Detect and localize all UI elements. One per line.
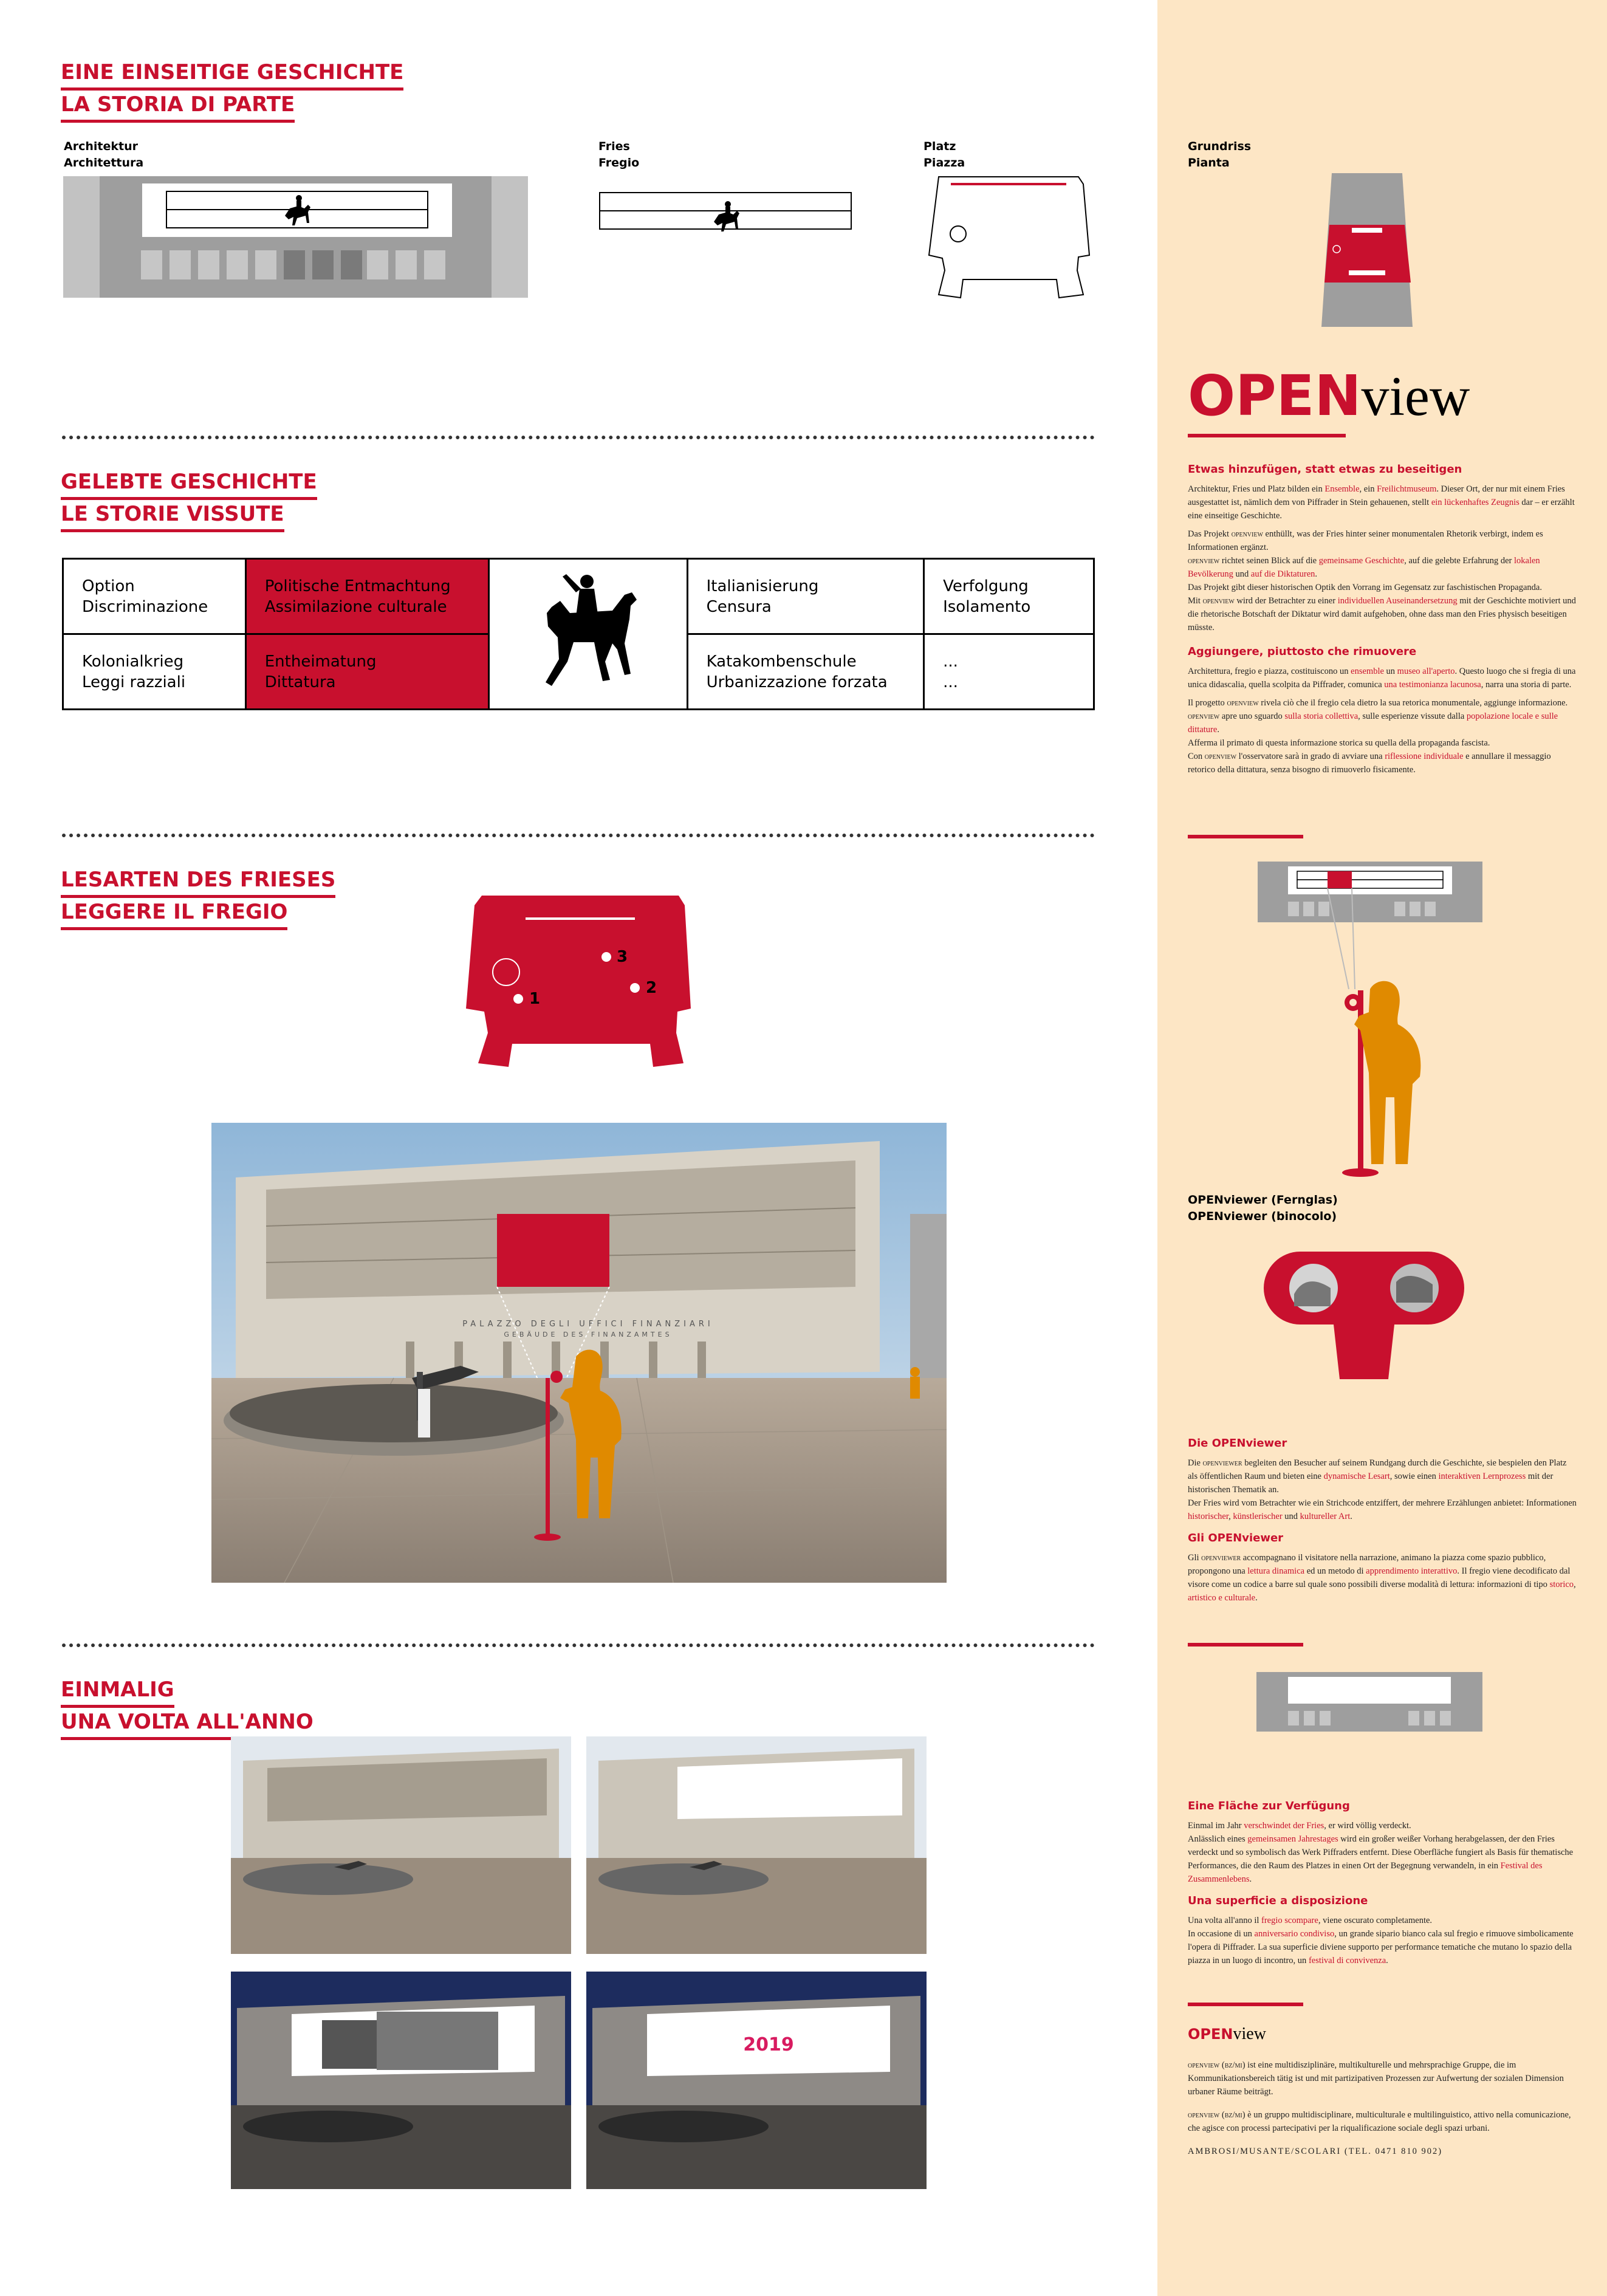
- intro-text: Etwas hinzufügen, statt etwas zu beseitigen Architektur, Fries und Platz bilden ein Ensemble, ein Freilichtmuseum. Dieser Ort, der nur mit einem Fries ausgestattet ist, nämlich dem von Piffrader in Stein gehauenen, stellt ein lückenhaftes Zeugnis dar – er erzählt eine einseitige Geschichte. Das Projekt openview enthüllt, was der Fries hinter seiner monumentalen Rhetorik verbirgt, indem es Informationen ergänzt. openview richtet seinen Blick auf die gemeinsame Geschichte, auf die gelebte Erfahrung der lokalen Bevölkerung und auf die Diktaturen. Das Projekt gibt dieser historischen Optik den Vorrang im Gegensatz zur faschistischen Propaganda. Mit openview wird der Betrachter zu einer individuellen Auseinandersetzung mit der Geschichte motiviert und die rhetorische Botschaft der Diktatur wird damit aufgehoben, ohne dass man den Fries physisch beseitigen müsste. Aggiungere, piuttosto che rimuovere Architettura, fregio e piazza, costituiscono un ensemble un museo all'aperto. Questo luogo che si fregia di una unica didascalia, quella scolpita da Piffrader, comunica una testimonianza lacunosa, narra una storia di parte. Il progetto openview rivela ciò che il fregio cela dietro la sua retorica monumentale, aggiunge informazione. openview apre uno sguardo sulla storia collettiva, sulle esperienze vissute dalla popolazione locale e sulle dittature. Afferma il primato di questa informazione storica su quella della propaganda fascista. Con openview l'osservatore sarà in grado di avviare una riflessione individuale e annullare il messaggio retorico della dittatura, senza bisogno di rimuoverlo fisicamente.: [1188, 463, 1576, 775]
- curtain-text: Eine Fläche zur Verfügung Einmal im Jahr verschwindet der Fries, er wird völlig verdeckt. Anlässlich eines gemeinsamen Jahrestages wird ein großer weißer Vorhang herabgelassen, der den Fries verdeckt und so symbolisch das Werk Piffraders entfernt. Diese Oberfläche fungiert als Basis für thematische Performances, die den Raum des Platzes in einen Ort der Begegnung verwandeln, in ein Festival des Zusammenlebens. Una superficie a disposizione Una volta all'anno il fregio scompare, viene oscurato completamente. In occasione di un anniversario condiviso, un grande sipario bianco cala sul fregio e rimuove simbolicamente l'opera di Piffrader. La sua superficie diviene supporto per performance tematiche che mutano lo spazio della piazza in un luogo di incontro, un festival di convivenza.: [1188, 1800, 1577, 1972]
- section-title-1: [61, 58, 403, 123]
- viewpoint-1: [513, 994, 523, 1004]
- piazza-photo-viewer: [211, 1123, 947, 1583]
- facade-curtain-diagram: [1256, 1672, 1482, 1732]
- facade-inscription: PALAZZO DEGLI UFFICI FINANZIARI: [462, 1320, 714, 1329]
- grid-cell: Italianisierung Censura: [687, 559, 924, 634]
- viewer-label: OPENviewer (Fernglas) OPENviewer (binocolo): [1188, 1193, 1338, 1223]
- label-fries: Fries Fregio: [598, 140, 640, 170]
- panel-heading: Etwas hinzufügen, statt etwas zu beseitigen: [1188, 463, 1462, 476]
- grid-cell: ... ...: [924, 634, 1094, 710]
- label-grundriss: Grundriss Pianta: [1188, 140, 1252, 170]
- section-title-it: UNA VOLTA ALL'ANNO: [61, 1708, 314, 1740]
- photo-night-projection: [231, 1972, 571, 2189]
- grid-cell: Option Discriminazione: [63, 559, 246, 634]
- contact-line: AMBROSI/MUSANTE/SCOLARI (TEL. 0471 810 902): [1188, 2147, 1443, 2156]
- section-title-de: GELEBTE GESCHICHTE: [61, 468, 317, 500]
- viewer-text: Die OPENviewer Die openviewer begleiten den Besucher auf seinem Rundgang durch die Geschichte, sie bespielen den Platz als öffentlichen Raum und bieten eine dynamische Lesart, sowie einen interaktiven Lernprozess mit der historischen Thematik an. Der Fries wird vom Betrachter wie ein Strichcode entziffert, der mehrere Erzählungen anbietet: Informationen historischer, künstlerischer und kultureller Art. Gli OPENviewer Gli openviewer accompagnano il visitatore nella narrazione, animano la piazza come spazio pubblico, propongono una lettura dinamica ed un metodo di apprendimento interattivo. Il fregio viene decodificato dal visore come un codice a barre sul quale sono possibili diverse modalità di lettura: informazioni di tipo storico, artistico e culturale.: [1188, 1437, 1577, 1603]
- viewpoint-label-2: 2: [646, 979, 657, 997]
- about-text: openview (bz/mi) ist eine multidisziplinäre, multikulturelle und mehrsprachige Gruppe, die im Kommunikationsbereich tätig ist und mit partizipativen Prozessen zur Aufwertung der sozialen Dimension urbaner Räume beiträgt. openview (bz/mi) è un gruppo multidisciplinare, multiculturale e multilinguistico, attivo nella comunicazione, che agisce con processi partecipativi per la riqualificazione sociale degli spazi urbani. AMBROSI/MUSANTE/SCOLARI (TEL. 0471 810 902): [1188, 2058, 1577, 2163]
- grid-cell: Verfolgung Isolamento: [924, 559, 1094, 634]
- label-platz: Platz Piazza: [923, 140, 965, 170]
- viewer-illustration: [1255, 862, 1485, 1184]
- panel-heading: Aggiungere, piuttosto che rimuovere: [1188, 645, 1417, 658]
- brand-logo: OPENview: [1188, 363, 1470, 428]
- viewpoint-label-1: 1: [529, 990, 541, 1008]
- footer-logo: OPENview: [1188, 2024, 1266, 2043]
- grid-cell-rider: [488, 559, 687, 710]
- brand-underline: [1188, 434, 1346, 437]
- divider: [62, 436, 1095, 439]
- grid-cell-highlighted: Politische Entmachtung Assimilazione culturale: [245, 559, 488, 634]
- architecture-diagram: [63, 176, 528, 298]
- festival-poster-year: 2019: [743, 2034, 794, 2055]
- section-title-4: [61, 1676, 314, 1740]
- piazza-outline: [920, 173, 1100, 304]
- viewpoint-label-3: 3: [617, 948, 628, 966]
- viewpoint-2: [630, 983, 640, 993]
- section-title-2: [61, 468, 317, 532]
- history-grid: [62, 558, 1095, 710]
- divider: [62, 834, 1095, 837]
- grid-cell: Kolonialkrieg Leggi razziali: [63, 634, 246, 710]
- grid-cell-highlighted: Entheimatung Dittatura: [245, 634, 488, 710]
- panel-rule: [1188, 835, 1303, 838]
- divider: [62, 1643, 1095, 1647]
- section-title-it: LA STORIA DI PARTE: [61, 91, 295, 123]
- section-title-de: EINE EINSEITIGE GESCHICHTE: [61, 58, 403, 91]
- frieze-diagram: [598, 191, 852, 231]
- section-title-de: EINMALIG: [61, 1676, 174, 1708]
- section-title-it: LE STORIE VISSUTE: [61, 500, 284, 532]
- floor-plan-icon: [1318, 170, 1416, 328]
- section-title-it: LEGGERE IL FREGIO: [61, 898, 287, 930]
- label-architektur: Architektur Architettura: [64, 140, 144, 170]
- piazza-plan-red: [453, 887, 708, 1069]
- photo-frieze-day: [231, 1736, 571, 1954]
- grid-cell: Katakombenschule Urbanizzazione forzata: [687, 634, 924, 710]
- facade-inscription-de: GEBÄUDE DES FINANZAMTES: [504, 1331, 673, 1338]
- panel-rule: [1188, 1643, 1303, 1647]
- section-title-3: [61, 866, 335, 930]
- equestrian-statue-icon: [533, 571, 643, 692]
- photo-night-festival: [586, 1972, 927, 2189]
- panel-heading: Gli OPENviewer: [1188, 1532, 1284, 1544]
- panel-heading: Die OPENviewer: [1188, 1437, 1287, 1450]
- binoculars-icon: [1264, 1246, 1464, 1385]
- viewpoint-3: [601, 952, 611, 962]
- photo-frieze-covered: [586, 1736, 927, 1954]
- panel-heading: Eine Fläche zur Verfügung: [1188, 1800, 1350, 1812]
- panel-rule: [1188, 2003, 1303, 2006]
- section-title-de: LESARTEN DES FRIESES: [61, 866, 335, 898]
- panel-heading: Una superficie a disposizione: [1188, 1894, 1368, 1907]
